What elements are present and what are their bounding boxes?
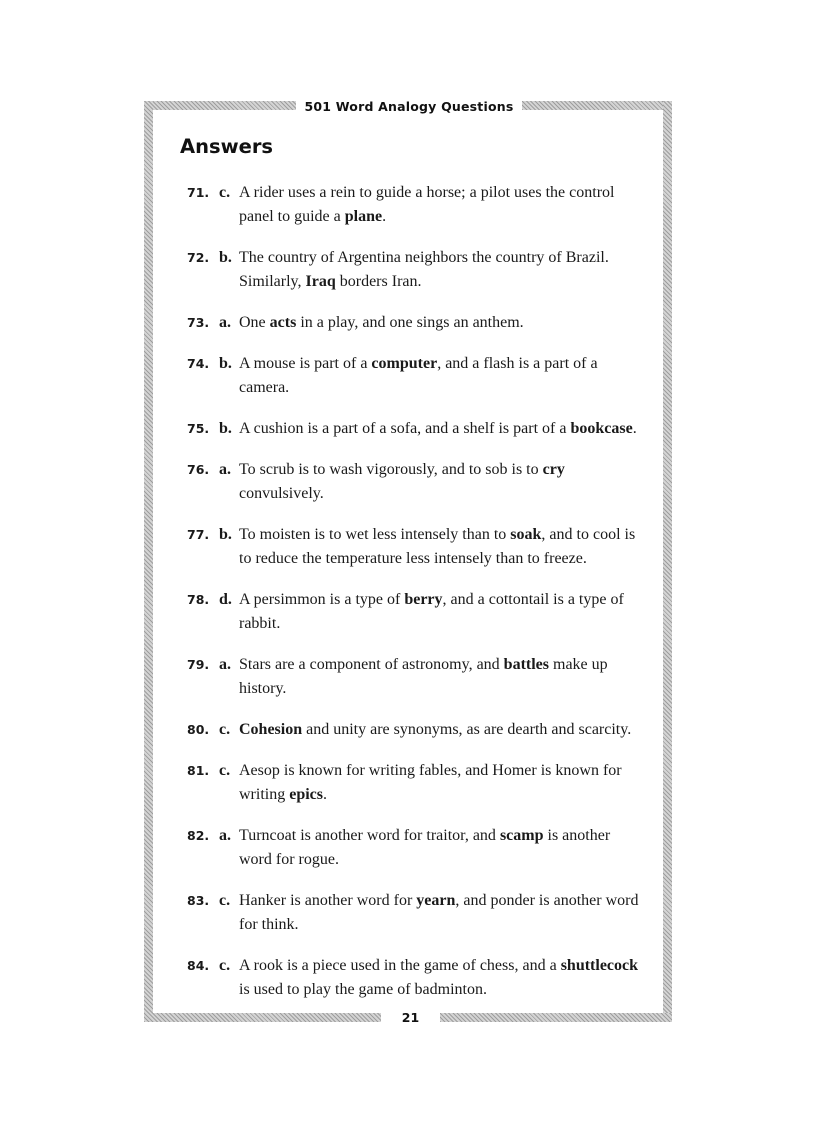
- answer-letter: b.: [219, 355, 232, 372]
- answer-text-after: .: [382, 208, 387, 225]
- header-rule-right: [522, 101, 672, 110]
- answer-text-before: Aesop is known for writing fables, and Homer is known for writing: [239, 762, 622, 803]
- answer-item: [187, 718, 647, 742]
- answer-letter: a.: [219, 314, 231, 331]
- answer-text-after: , and a flash is a part of a camera.: [239, 355, 598, 396]
- answer-number: 74.: [187, 356, 210, 371]
- page-number: 21: [401, 1010, 420, 1025]
- answer-text-after: is another word for rogue.: [239, 827, 611, 868]
- answer-text-after: in a play, and one sings an anthem.: [296, 314, 524, 331]
- answer-number: 71.: [187, 185, 210, 200]
- answer-key-word: plane: [344, 208, 383, 225]
- answer-text-before: To scrub is to wash vigorously, and to sob is to: [239, 461, 543, 478]
- answer-number: 82.: [187, 828, 210, 843]
- answer-text-after: make up history.: [239, 656, 608, 697]
- answer-text-after: .: [632, 420, 637, 437]
- header-rule-left: [144, 101, 296, 110]
- answer-item: [187, 653, 647, 701]
- answer-item: [187, 824, 647, 872]
- answer-key-word: shuttlecock: [560, 957, 639, 974]
- answer-key-word: battles: [503, 656, 549, 673]
- answer-key-word: soak: [510, 526, 542, 543]
- answer-text-after: , and to cool is to reduce the temperature less intensely than to freeze.: [239, 526, 636, 567]
- answer-key-word: scamp: [499, 827, 544, 844]
- answer-explanation: [239, 352, 647, 400]
- answer-item: [187, 246, 647, 294]
- answer-item: [187, 588, 647, 636]
- running-header-title: 501 Word Analogy Questions: [304, 99, 514, 114]
- answer-number: 73.: [187, 315, 210, 330]
- answer-number: 80.: [187, 722, 210, 737]
- answer-letter: c.: [219, 184, 231, 201]
- answer-explanation: [239, 181, 647, 229]
- answer-item: [187, 352, 647, 400]
- answer-letter: b.: [219, 249, 232, 266]
- answer-letter: a.: [219, 827, 231, 844]
- answer-text-before: A rook is a piece used in the game of chess, and a: [239, 957, 561, 974]
- answer-item: [187, 759, 647, 807]
- answer-key-word: computer: [371, 355, 438, 372]
- answer-letter: c.: [219, 721, 231, 738]
- answer-list: [187, 181, 647, 1019]
- answer-explanation: [239, 311, 647, 335]
- answer-number: 84.: [187, 958, 210, 973]
- answer-letter: c.: [219, 892, 231, 909]
- answer-key-word: Iraq: [305, 273, 336, 290]
- answer-explanation: [239, 824, 647, 872]
- answer-item: [187, 417, 647, 441]
- answer-explanation: [239, 588, 647, 636]
- answer-text-before: To moisten is to wet less intensely than to: [239, 526, 511, 543]
- answer-text-before: Stars are a component of astronomy, and: [239, 656, 504, 673]
- answer-explanation: [239, 458, 647, 506]
- answer-key-word: cry: [542, 461, 565, 478]
- answer-number: 81.: [187, 763, 210, 778]
- answer-text-before: A persimmon is a type of: [239, 591, 405, 608]
- answer-explanation: [239, 417, 647, 441]
- section-heading: Answers: [180, 135, 274, 158]
- answer-text-after: is used to play the game of badminton.: [239, 981, 487, 998]
- answer-key-word: Cohesion: [239, 721, 303, 738]
- answer-text-after: .: [323, 786, 327, 803]
- answer-text-after: , and ponder is another word for think.: [239, 892, 639, 933]
- answer-text-after: , and a cottontail is a type of rabbit.: [239, 591, 624, 632]
- answer-text-before: The country of Argentina neighbors the country of Brazil. Similarly,: [239, 249, 609, 290]
- answer-number: 79.: [187, 657, 210, 672]
- answer-letter: b.: [219, 526, 232, 543]
- answer-letter: b.: [219, 420, 232, 437]
- answer-item: [187, 954, 647, 1002]
- answer-explanation: [239, 246, 647, 294]
- answer-text-before: A mouse is part of a: [239, 355, 372, 372]
- left-border-rail: [144, 101, 153, 1022]
- answer-letter: d.: [219, 591, 232, 608]
- answer-text-after: convulsively.: [239, 485, 324, 502]
- answer-key-word: epics: [289, 786, 323, 803]
- answer-key-word: bookcase: [570, 420, 633, 437]
- answer-text-before: A cushion is a part of a sofa, and a shelf is part of a: [239, 420, 571, 437]
- answer-explanation: [239, 759, 647, 807]
- answer-explanation: [239, 523, 647, 571]
- right-border-rail: [663, 101, 672, 1022]
- answer-number: 76.: [187, 462, 210, 477]
- answer-letter: a.: [219, 656, 231, 673]
- answer-item: [187, 311, 647, 335]
- answer-item: [187, 523, 647, 571]
- answer-text-before: Hanker is another word for: [239, 892, 417, 909]
- answer-explanation: [239, 718, 647, 742]
- answer-explanation: [239, 653, 647, 701]
- answer-item: [187, 458, 647, 506]
- answer-text-after: and unity are synonyms, as are dearth and scarcity.: [302, 721, 632, 738]
- answer-text-before: A rider uses a rein to guide a horse; a pilot uses the control panel to guide a: [239, 184, 615, 225]
- answer-item: [187, 889, 647, 937]
- answer-number: 83.: [187, 893, 210, 908]
- answer-number: 78.: [187, 592, 210, 607]
- answer-key-word: berry: [404, 591, 443, 608]
- answer-number: 75.: [187, 421, 210, 436]
- answer-letter: c.: [219, 762, 231, 779]
- answer-explanation: [239, 954, 647, 1002]
- answer-key-word: yearn: [416, 892, 456, 909]
- answer-item: [187, 181, 647, 229]
- answer-letter: a.: [219, 461, 231, 478]
- answer-number: 72.: [187, 250, 210, 265]
- answer-letter: c.: [219, 957, 231, 974]
- answer-text-before: Turncoat is another word for traitor, and: [239, 827, 500, 844]
- answer-explanation: [239, 889, 647, 937]
- answer-text-after: borders Iran.: [335, 273, 422, 290]
- answer-text-before: One: [239, 314, 270, 331]
- answer-key-word: acts: [269, 314, 297, 331]
- answer-number: 77.: [187, 527, 210, 542]
